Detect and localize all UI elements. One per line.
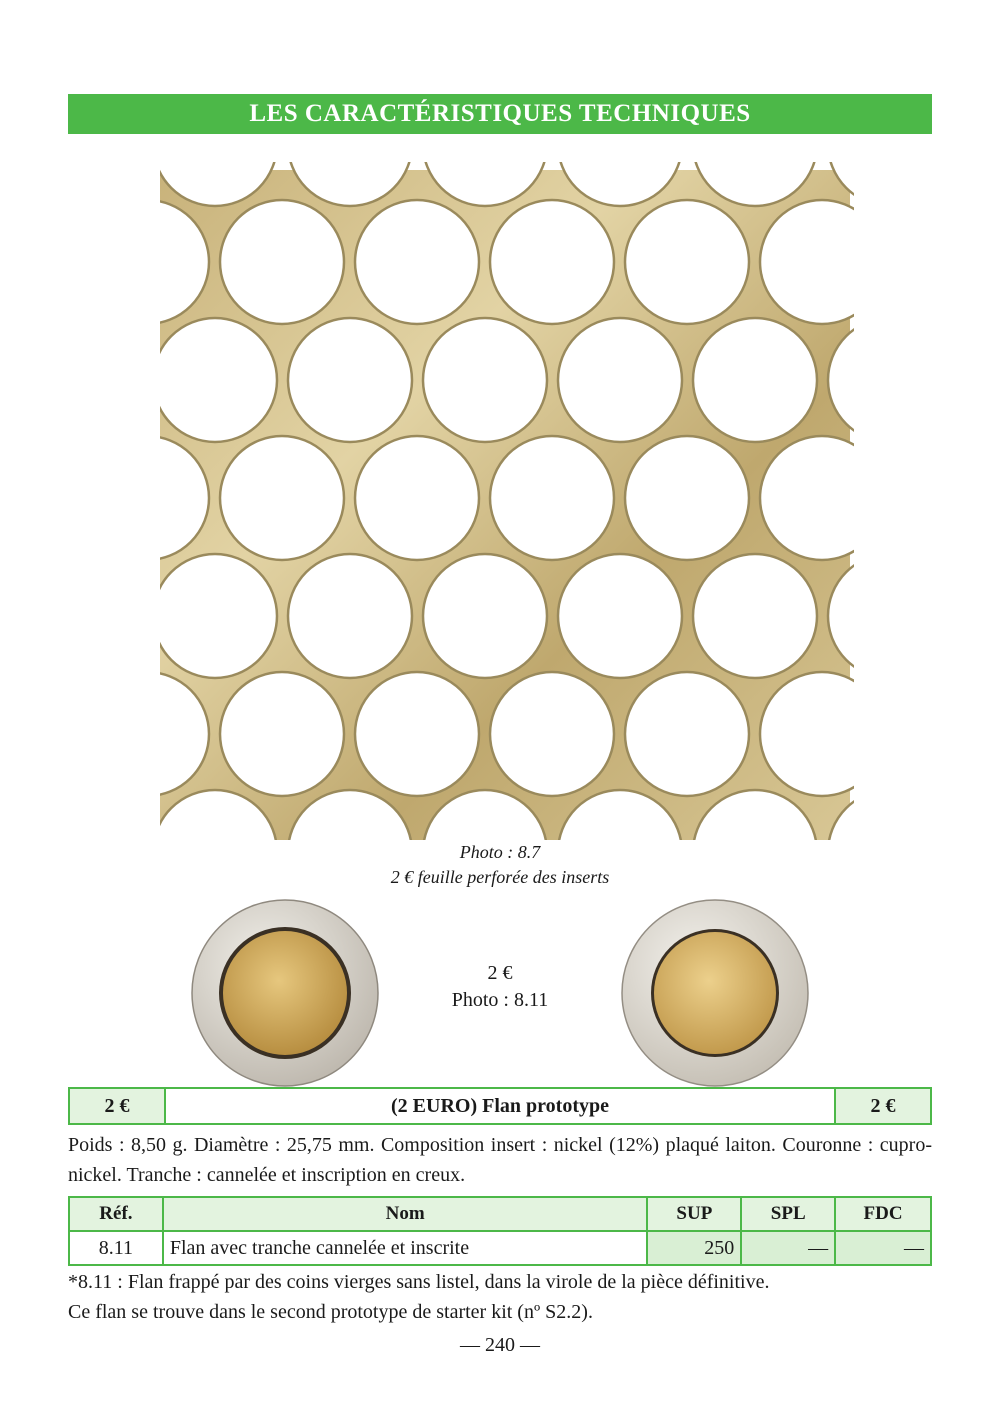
sheet-hole (490, 436, 614, 560)
title-left-denomination: 2 € (70, 1089, 164, 1123)
photo-caption-ref: Photo : 8.7 (459, 842, 541, 862)
sheet-hole (423, 554, 547, 678)
sheet-hole (355, 672, 479, 796)
col-header-fdc: FDC (835, 1197, 931, 1231)
coin-obverse (190, 898, 380, 1088)
page-number: — 240 — (460, 1334, 540, 1356)
sheet-hole (220, 436, 344, 560)
sheet-hole (160, 318, 277, 442)
price-table (68, 1196, 932, 1266)
sheet-hole (490, 200, 614, 324)
title-right-denomination: 2 € (836, 1089, 930, 1123)
cell-nom: Flan avec tranche cannelée et inscrite (163, 1231, 648, 1265)
sheet-hole (220, 672, 344, 796)
table-row (69, 1231, 931, 1265)
col-header-spl: SPL (741, 1197, 835, 1231)
col-header-nom: Nom (163, 1197, 648, 1231)
cell-sup: 250 (647, 1231, 741, 1265)
sheet-hole (558, 318, 682, 442)
col-header-ref: Réf. (69, 1197, 163, 1231)
footnotes (68, 1267, 932, 1327)
sheet-hole (558, 554, 682, 678)
sheet-hole (625, 436, 749, 560)
item-title-row (68, 1087, 932, 1125)
cell-fdc: — (835, 1231, 931, 1265)
sheet-hole (288, 554, 412, 678)
coin-reverse (620, 898, 810, 1088)
item-description: Poids : 8,50 g. Diamètre : 25,75 mm. Composition insert : nickel (12%) plaqué laiton. Couronne : cupro-nickel. Tranche : cannelée et inscription en creux. (68, 1134, 932, 1186)
sheet-hole (693, 318, 817, 442)
sheet-hole (693, 554, 817, 678)
sheet-hole (423, 318, 547, 442)
item-title: (2 EURO) Flan prototype (164, 1089, 836, 1123)
sheet-hole (220, 200, 344, 324)
table-header-row (69, 1197, 931, 1231)
photo-caption-desc: 2 € feuille perforée des inserts (390, 867, 610, 887)
col-header-sup: SUP (647, 1197, 741, 1231)
coin-denomination: 2 € (487, 962, 513, 984)
section-header: LES CARACTÉRISTIQUES TECHNIQUES (68, 94, 932, 134)
sheet-hole (355, 200, 479, 324)
footnote-1: *8.11 : Flan frappé par des coins vierges sans listel, dans la virole de la pièce définitive. (68, 1271, 770, 1293)
sheet-hole (490, 672, 614, 796)
sheet-hole (625, 672, 749, 796)
cell-ref: 8.11 (69, 1231, 163, 1265)
perforated-sheet-photo (160, 162, 854, 840)
sheet-hole (160, 554, 277, 678)
sheet-hole (625, 200, 749, 324)
cell-spl: — (741, 1231, 835, 1265)
sheet-hole (288, 318, 412, 442)
coin-photo-ref: Photo : 8.11 (451, 989, 549, 1011)
footnote-2: Ce flan se trouve dans le second prototype de starter kit (nº S2.2). (68, 1301, 593, 1323)
sheet-hole (355, 436, 479, 560)
